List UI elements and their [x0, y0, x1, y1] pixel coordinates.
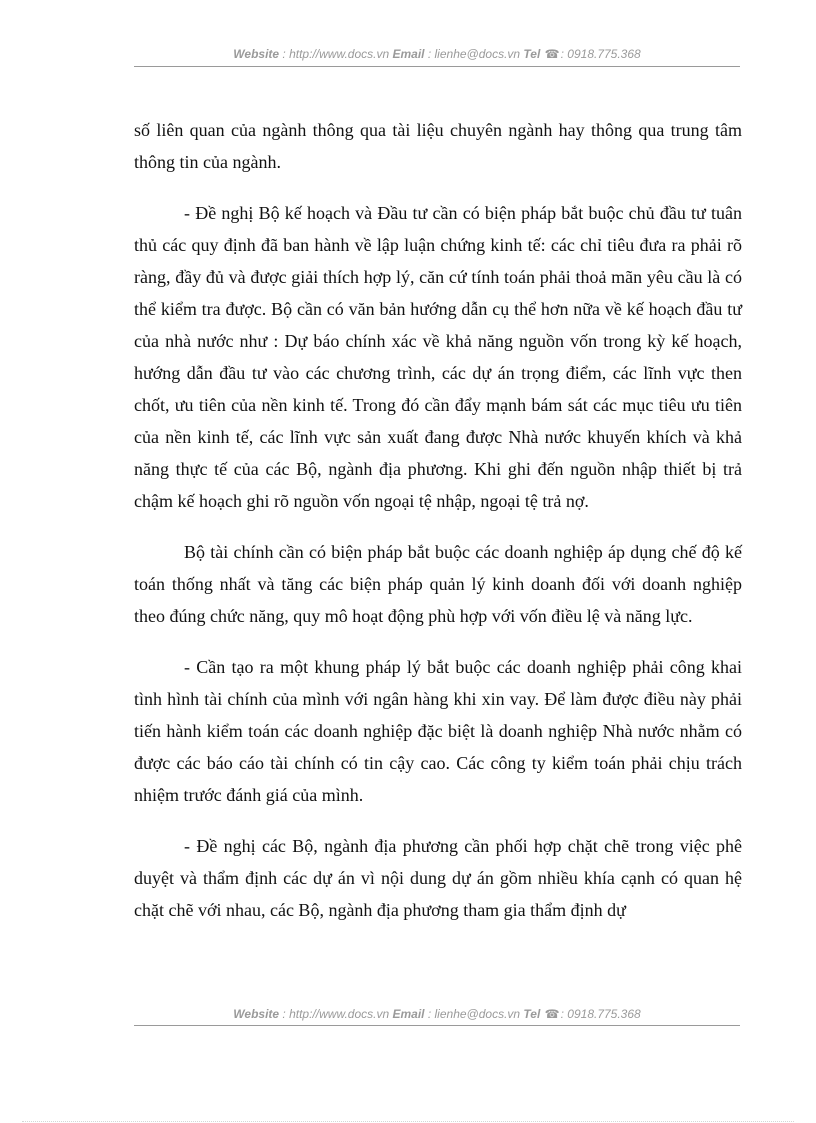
paragraph-3: Bộ tài chính cần có biện pháp bắt buộc các doanh nghiệp áp dụng chế độ kế toán thống nhất và tăng các biện pháp quản lý kinh doanh đối với doanh nghiệp theo đúng chức năng, quy mô hoạt động phù hợp với vốn điều lệ và năng lực. [134, 542, 742, 626]
page-header [134, 47, 740, 61]
page-footer [134, 1007, 740, 1021]
paragraph-2: - Đề nghị Bộ kế hoạch và Đầu tư cần có biện pháp bắt buộc chủ đầu tư tuân thủ các quy định đã ban hành về lập luận chứng kinh tế: các chỉ tiêu đưa ra phải rõ ràng, đầy đủ và được giải thích hợp lý, căn cứ tính toán phải thoả mãn yêu cầu là có thể kiểm tra được. Bộ cần có văn bản hướng dẫn cụ thể hơn nữa về kế hoạch đầu tư của nhà nước như : Dự báo chính xác về khả năng nguồn vốn trong kỳ kế hoạch, hướng dẫn đầu tư vào các chương trình, các dự án trọng điểm, các lĩnh vực then chốt, ưu tiên của nền kinh tế. Trong đó cần đẩy mạnh bám sát các mục tiêu ưu tiên của nền kinh tế, các lĩnh vực sản xuất đang được Nhà nước khuyến khích và khả năng thực tế của các Bộ, ngành địa phương. Khi ghi đến nguồn nhập thiết bị trả chậm kế hoạch ghi rõ nguồn vốn ngoại tệ nhập, ngoại tệ trả nợ. [134, 203, 742, 511]
footer-tel-label: Tel [523, 1007, 541, 1021]
footer-website-label: Website [233, 1007, 280, 1021]
website-value: : http://www.docs.vn [282, 47, 390, 61]
footer-website-value: : http://www.docs.vn [282, 1007, 390, 1021]
footer-divider [134, 1025, 740, 1026]
website-label: Website [233, 47, 280, 61]
tel-label: Tel [523, 47, 541, 61]
footer-email-label: Email [392, 1007, 425, 1021]
email-label: Email [392, 47, 425, 61]
footer-email-value: : lienhe@docs.vn [427, 1007, 521, 1021]
paragraph-5: - Đề nghị các Bộ, ngành địa phương cần phối hợp chặt chẽ trong việc phê duyệt và thẩm định các dự án vì nội dung dự án gồm nhiều khía cạnh có quan hệ chặt chẽ với nhau, các Bộ, ngành địa phương tham gia thẩm định dự [134, 836, 742, 920]
footer-tel-value: : 0918.775.368 [560, 1007, 641, 1021]
phone-icon: ☎ [544, 1007, 560, 1021]
document-body [134, 114, 742, 945]
tel-value: : 0918.775.368 [560, 47, 641, 61]
paragraph-4: - Cần tạo ra một khung pháp lý bắt buộc các doanh nghiệp phải công khai tình hình tài chính của mình với ngân hàng khi xin vay. Để làm được điều này phải tiến hành kiểm toán các doanh nghiệp đặc biệt là doanh nghiệp Nhà nước nhằm có được các báo cáo tài chính có tin cậy cao. Các công ty kiểm toán phải chịu trách nhiệm trước đánh giá của mình. [134, 657, 742, 805]
page-bottom-divider [22, 1121, 794, 1122]
phone-icon: ☎ [544, 47, 560, 61]
email-value: : lienhe@docs.vn [427, 47, 521, 61]
header-divider [134, 66, 740, 67]
paragraph-1: số liên quan của ngành thông qua tài liệu chuyên ngành hay thông qua trung tâm thông tin của ngành. [134, 120, 742, 172]
